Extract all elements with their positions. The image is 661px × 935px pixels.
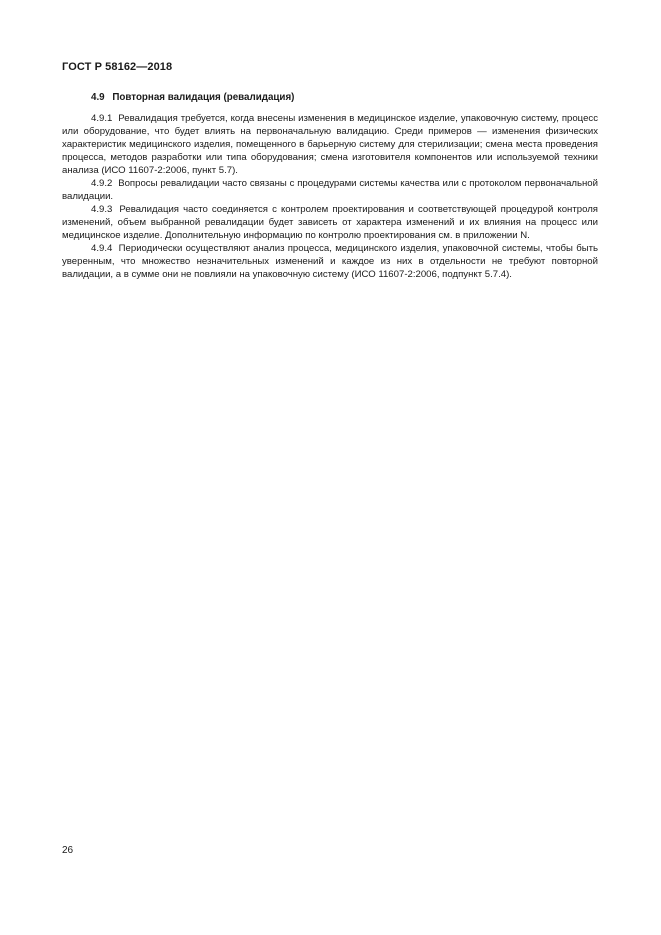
paragraph-number: 4.9.3 — [91, 204, 113, 215]
section-title: Повторная валидация (ревалидация) — [112, 92, 295, 103]
paragraph-number: 4.9.2 — [91, 178, 113, 189]
paragraph — [62, 203, 598, 242]
standard-header: ГОСТ Р 58162—2018 — [62, 61, 173, 73]
section-heading — [62, 91, 598, 104]
paragraph-text: Ревалидация требуется, когда внесены изменения в медицинское изделие, упаковочную систему, процесс или оборудование, что будет влиять на первоначальную валидацию. Среди примеров — изменения физических характеристик медицинского изделия, помещенного в барьерную систему для стерилизации; смена места проведения процесса, методов разработки или типа оборудования; смена изготовителя компонентов или используемой техники анализа (ИСО 11607-2:2006, пункт 5.7). — [62, 113, 598, 176]
paragraph — [62, 242, 598, 281]
paragraph-text: Периодически осуществляют анализ процесса, медицинского изделия, упаковочной системы, чтобы быть уверенным, что множество незначительных изменений и каждое из них в отдельности не требуют повторной валидации, а в сумме они не повлияли на упаковочную систему (ИСО 11607-2:2006, подпункт 5.7.4). — [62, 243, 599, 280]
paragraph-number: 4.9.1 — [91, 113, 113, 124]
page-number: 26 — [62, 845, 74, 856]
section-content — [62, 91, 598, 281]
paragraph-text: Ревалидация часто соединяется с контролем проектирования и соответствующей процедурой контроля изменений, объем выбранной ревалидации будет зависеть от характера изменений и их влияния на процесс или медицинское изделие. Дополнительную информацию по контролю проектирования см. в приложении N. — [62, 204, 598, 241]
paragraph — [62, 177, 598, 203]
paragraph — [62, 112, 598, 177]
paragraph-number: 4.9.4 — [91, 243, 113, 254]
section-number: 4.9 — [91, 92, 105, 103]
paragraph-text: Вопросы ревалидации часто связаны с процедурами системы качества или с протоколом первоначальной валидации. — [62, 178, 598, 202]
